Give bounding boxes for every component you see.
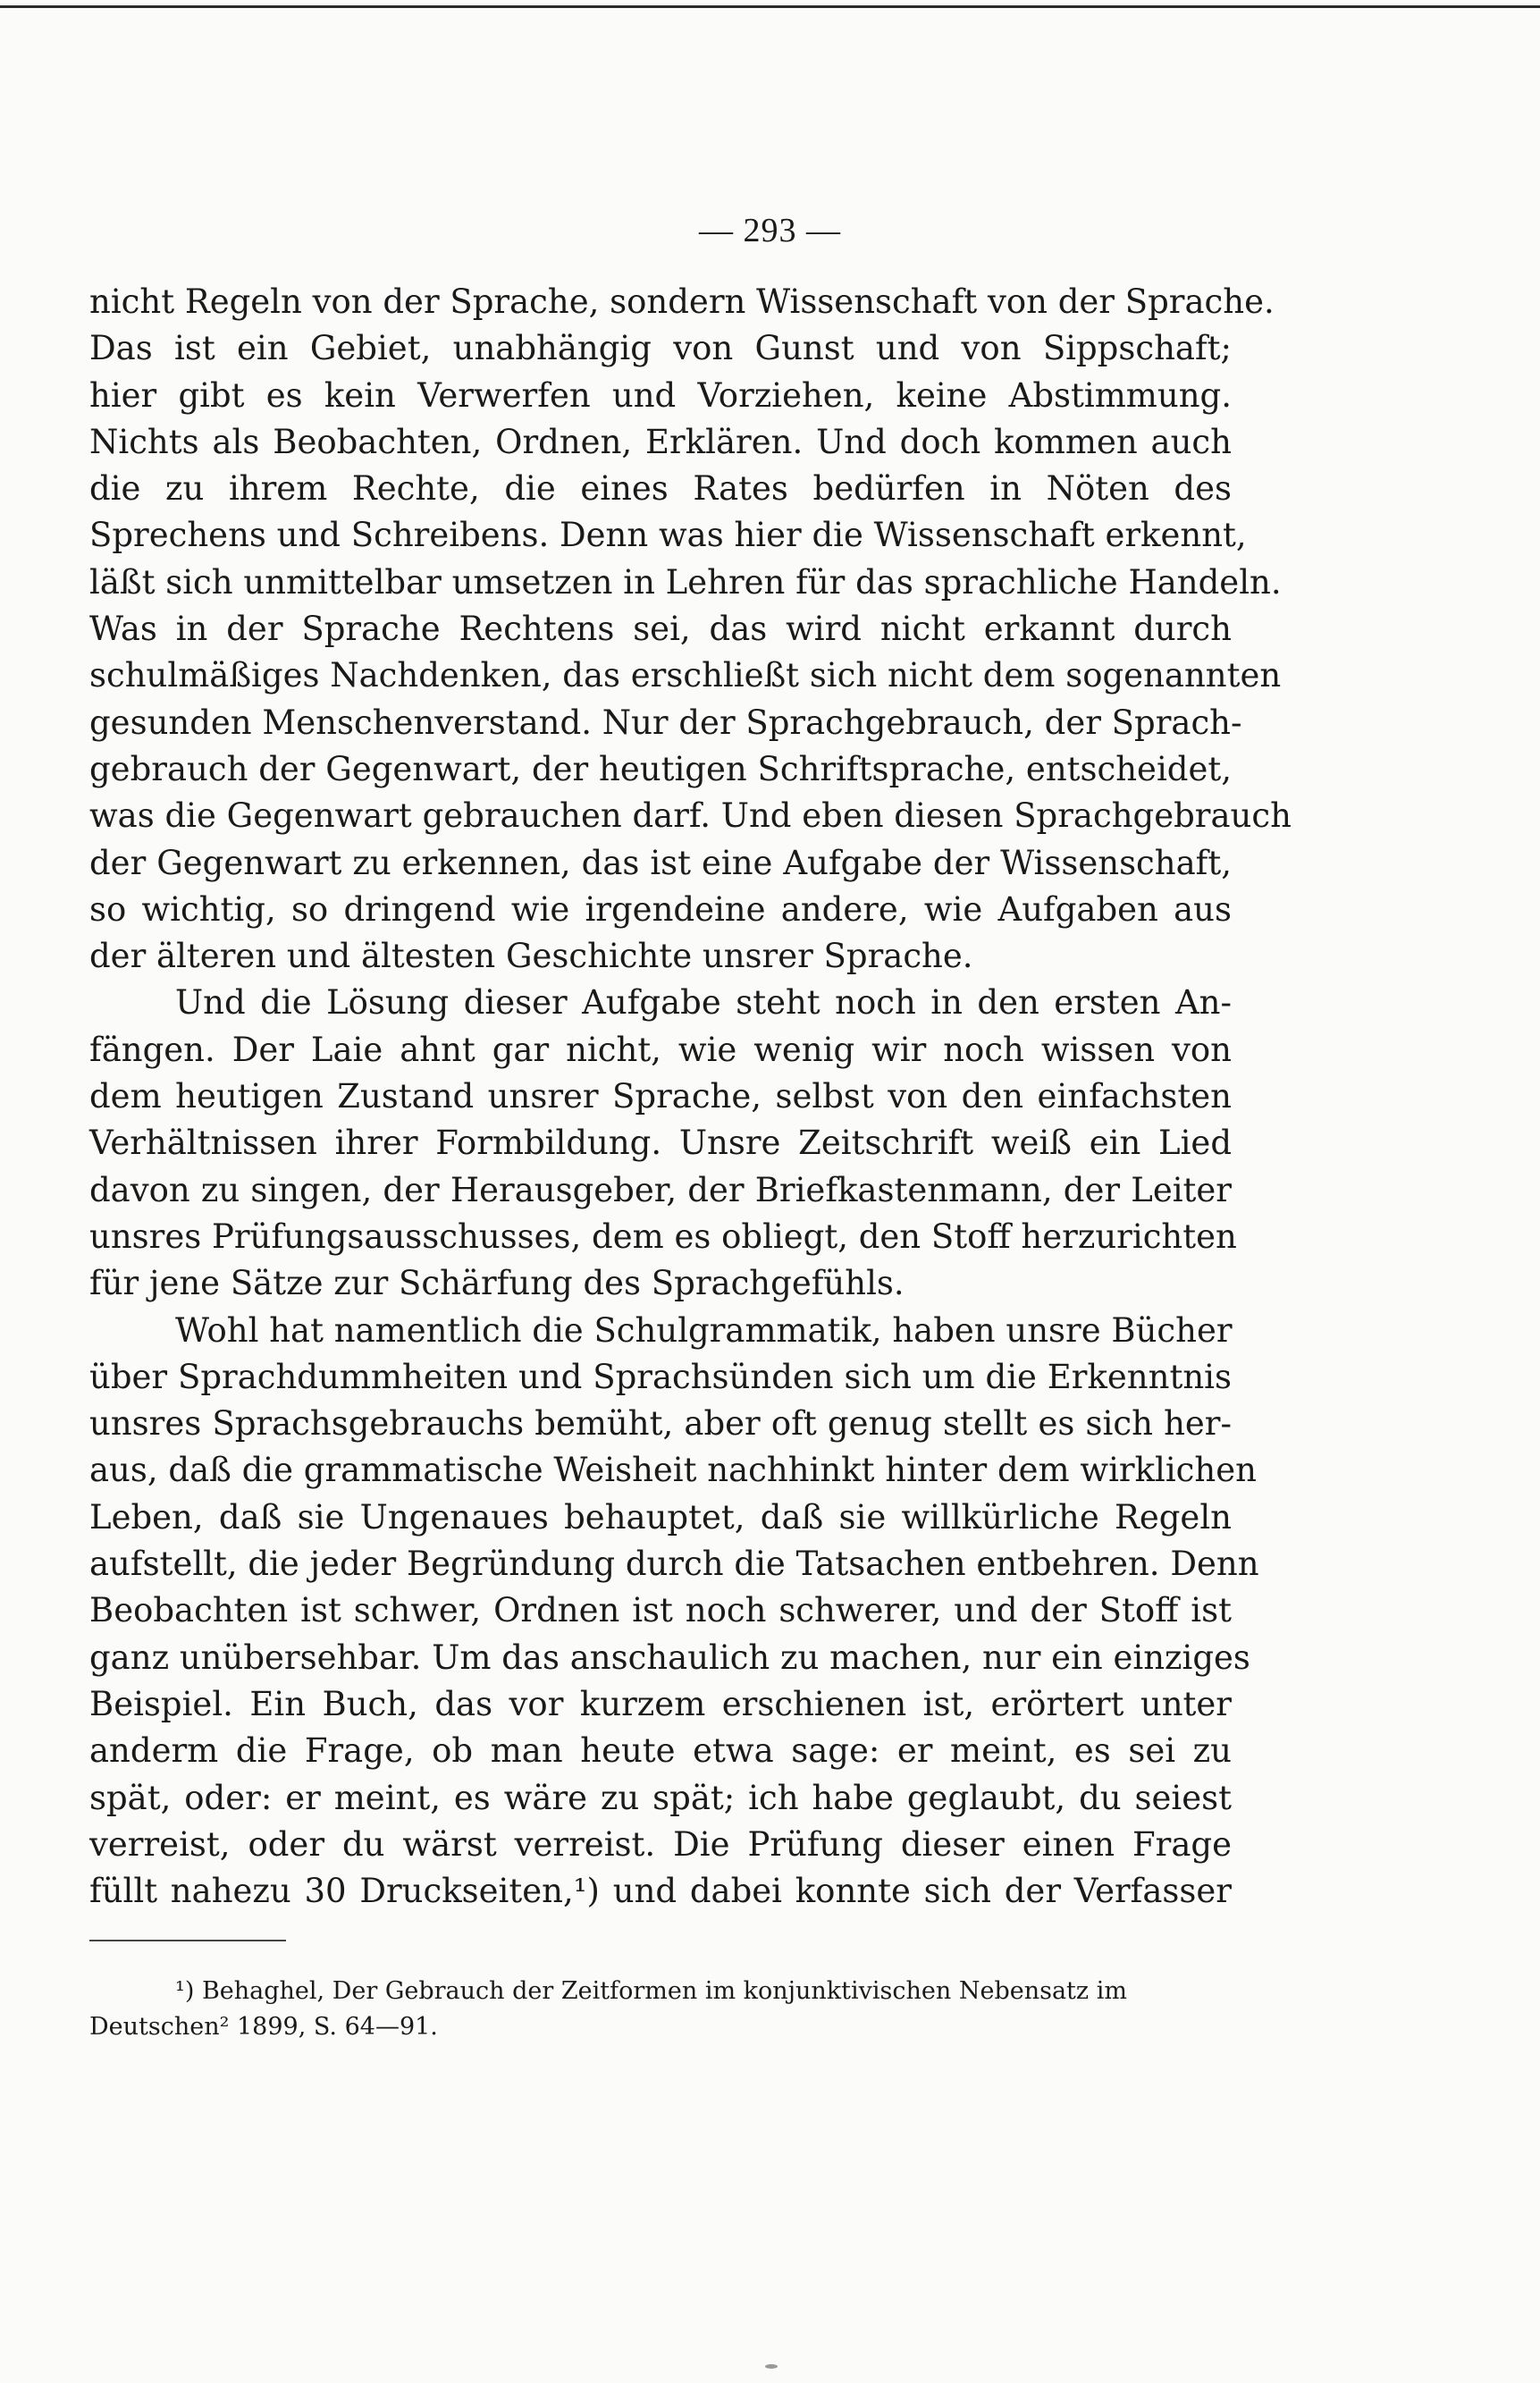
main-text: [89, 279, 1292, 1915]
text-line: hier gibt es kein Verwerfen und Vorziehen, keine Abstimmung.: [89, 375, 1232, 415]
text-line: ganz unübersehbar. Um das anschaulich zu machen, nur ein einziges: [89, 1638, 1250, 1677]
text-line: nicht Regeln von der Sprache, sondern Wissenschaft von der Sprache.: [89, 282, 1275, 321]
text-line: füllt nahezu 30 Druckseiten,¹) und dabei konnte sich der Verfasser: [89, 1872, 1232, 1911]
text-line: gesunden Menschenverstand. Nur der Sprachgebrauch, der Sprach-: [89, 703, 1242, 742]
page-number: — 293 —: [699, 212, 841, 249]
text-line: Und die Lösung dieser Aufgabe steht noch in den ersten An-: [175, 983, 1232, 1023]
text-line: der Gegenwart zu erkennen, das ist eine Aufgabe der Wissenschaft,: [89, 843, 1232, 882]
text-line: der älteren und ältesten Geschichte unsrer Sprache.: [89, 937, 973, 976]
text-line: Verhältnissen ihrer Formbildung. Unsre Zeitschrift weiß ein Lied: [89, 1124, 1232, 1163]
text-line: für jene Sätze zur Schärfung des Sprachgefühls.: [89, 1264, 905, 1303]
text-line: schulmäßiges Nachdenken, das erschließt sich nicht dem sogenannten: [89, 656, 1282, 695]
text-line: läßt sich unmittelbar umsetzen in Lehren für das sprachliche Handeln.: [89, 562, 1282, 602]
text-line: dem heutigen Zustand unsrer Sprache, selbst von den einfachsten: [89, 1077, 1232, 1116]
text-line: unsres Prüfungsausschusses, dem es obliegt, den Stoff herzurichten: [89, 1217, 1237, 1256]
footnote-rule: [89, 1940, 286, 1941]
footnote-line: Deutschen² 1899, S. 64—91.: [89, 2013, 438, 2041]
text-line: Das ist ein Gebiet, unabhängig von Gunst und von Sippschaft;: [89, 329, 1232, 368]
text-line: so wichtig, so dringend wie irgendeine andere, wie Aufgaben aus: [89, 889, 1232, 929]
text-line: Beispiel. Ein Buch, das vor kurzem erschienen ist, erörtert unter: [89, 1684, 1232, 1723]
text-line: aus, daß die grammatische Weisheit nachhinkt hinter dem wirklichen: [89, 1451, 1257, 1490]
text-line: Leben, daß sie Ungenaues behauptet, daß sie willkürliche Regeln: [89, 1497, 1232, 1537]
text-line: verreist, oder du wärst verreist. Die Prüfung dieser einen Frage: [89, 1824, 1232, 1864]
text-line: Sprechens und Schreibens. Denn was hier die Wissenschaft erkennt,: [89, 516, 1247, 555]
text-line: anderm die Frage, ob man heute etwa sage: er meint, es sei zu: [89, 1731, 1232, 1771]
text-line: Nichts als Beobachten, Ordnen, Erklären. Und doch kommen auch: [89, 422, 1232, 461]
text-line: davon zu singen, der Herausgeber, der Briefkastenmann, der Leiter: [89, 1170, 1232, 1209]
text-line: unsres Sprachsgebrauchs bemüht, aber oft genug stellt es sich her-: [89, 1404, 1232, 1444]
text-line: was die Gegenwart gebrauchen darf. Und eben diesen Sprachgebrauch: [89, 796, 1292, 836]
text-line: Wohl hat namentlich die Schulgrammatik, haben unsre Bücher: [175, 1310, 1233, 1350]
text-line: gebrauch der Gegenwart, der heutigen Schriftsprache, entscheidet,: [89, 749, 1232, 788]
text-line: spät, oder: er meint, es wäre zu spät; ich habe geglaubt, du seiest: [89, 1778, 1232, 1817]
text-line: die zu ihrem Rechte, die eines Rates bedürfen in Nöten des: [89, 469, 1232, 509]
print-smudge: [765, 2364, 778, 2369]
text-line: Beobachten ist schwer, Ordnen ist noch schwerer, und der Stoff ist: [89, 1591, 1232, 1630]
text-line: fängen. Der Laie ahnt gar nicht, wie wenig wir noch wissen von: [89, 1030, 1232, 1069]
footnote-line: ¹) Behaghel, Der Gebrauch der Zeitformen im konjunktivischen Nebensatz im: [175, 1977, 1127, 2005]
top-edge-rule: [0, 5, 1540, 8]
text-line: aufstellt, die jeder Begründung durch die Tatsachen entbehren. Denn: [89, 1545, 1259, 1584]
text-line: über Sprachdummheiten und Sprachsünden sich um die Erkenntnis: [89, 1357, 1232, 1396]
text-line: Was in der Sprache Rechtens sei, das wird nicht erkannt durch: [89, 610, 1232, 649]
footnote: [89, 1974, 1232, 2045]
